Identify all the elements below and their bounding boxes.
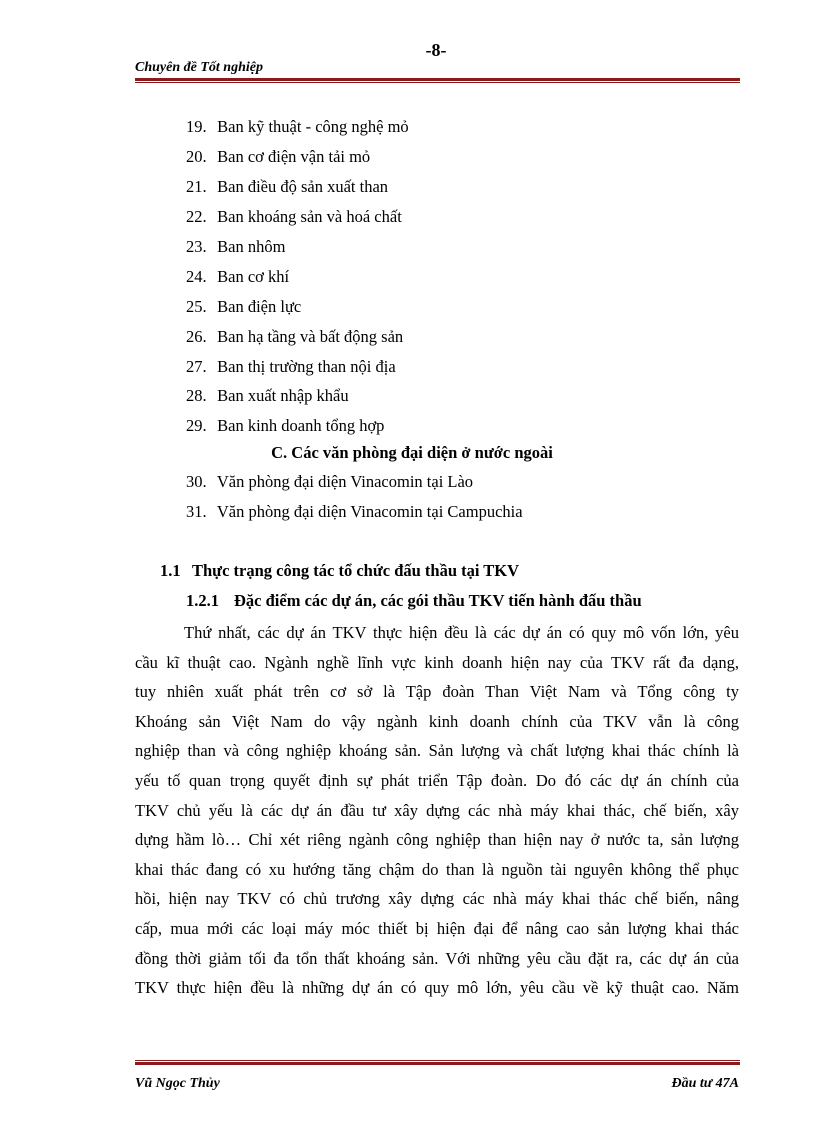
list-item: 25. Ban điện lực [186,296,302,316]
list-item: 30. Văn phòng đại diện Vinacomin tại Lào [186,472,474,491]
list-item: 19. Ban kỹ thuật - công nghệ mỏ [186,117,409,136]
paragraph-line: TKV chủ yếu là các dự án đầu tư xây dựng các nhà máy khai thác, chế biến, xây [135,800,739,820]
paragraph-line: Thứ nhất, các dự án TKV thực hiện đều là các dự án có quy mô vốn lớn, yêu [184,623,739,642]
header-title: Chuyên đề Tốt nghiệp [135,60,263,75]
footer-rule-thin [135,1060,740,1061]
footer-rule [135,1062,740,1065]
list-item: 20. Ban cơ điện vận tải mỏ [186,146,371,166]
paragraph-line: dựng hầm lò… Chỉ xét riêng ngành công nghiệp than hiện nay ở nước ta, sản lượng [135,830,739,850]
page-number: -8- [425,40,447,60]
paragraph-line: cầu kĩ thuật cao. Ngành nghề lĩnh vực kinh doanh hiện nay của TKV rất đa dạng, [135,652,739,672]
paragraph-line: đồng thời giảm tối đa tổn thất khoáng sản. Với những yêu cầu đặt ra, các dự án của [135,948,739,968]
footer-class: Đầu tư 47A [671,1076,739,1091]
list-item: 21. Ban điều độ sản xuất than [186,176,389,196]
paragraph-line: cấp, mua mới các loại máy móc thiết bị hiện đại để nâng cao sản lượng khai thác [135,918,739,938]
paragraph-line: TKV thực hiện đều là những dự án có quy mô lớn, yêu cầu về kỹ thuật cao. Năm [135,978,739,998]
section-heading-1-2-1: 1.2.1 Đặc điểm các dự án, các gói thầu TKV tiến hành đấu thầu [186,591,642,610]
list-item: 31. Văn phòng đại diện Vinacomin tại Campuchia [186,501,523,521]
list-item: 27. Ban thị trường than nội địa [186,356,396,376]
section-c-heading: C. Các văn phòng đại diện ở nước ngoài [271,443,553,462]
header-rule [135,78,740,81]
footer-author: Vũ Ngọc Thủy [135,1076,220,1091]
paragraph-line: Khoáng sản Việt Nam do vậy ngành kinh doanh chính của TKV vẫn là công [135,711,739,731]
office-list [186,467,523,527]
paragraph-line: yếu tố quan trọng quyết định sự phát triển Tập đoàn. Do đó các dự án chính của [135,770,739,790]
list-item: 23. Ban nhôm [186,236,286,256]
list-item: 22. Ban khoáng sản và hoá chất [186,206,402,226]
list-item: 29. Ban kinh doanh tổng hợp [186,416,385,436]
paragraph-line: tuy nhiên xuất phát trên cơ sở là Tập đoàn Than Việt Nam và Tổng công ty [135,682,739,702]
header-rule-thin [135,82,740,83]
department-list [186,112,409,441]
paragraph-line: nghiệp than và công nghiệp khoáng sản. Sản lượng và chất lượng khai thác chính là [135,741,739,761]
list-item: 24. Ban cơ khí [186,266,290,286]
body-paragraph [135,618,739,1003]
list-item: 28. Ban xuất nhập khẩu [186,386,349,406]
paragraph-line: hồi, hiện nay TKV có chủ trương xây dựng các nhà máy khai thác chế biến, nâng [135,889,739,909]
paragraph-line: khai thác đang có xu hướng tăng chậm do than là nguồn tài nguyên không thể phục [135,859,739,879]
list-item: 26. Ban hạ tầng và bất động sản [186,326,404,346]
section-heading-1-1: 1.1 Thực trạng công tác tổ chức đấu thầu tại TKV [160,561,520,580]
